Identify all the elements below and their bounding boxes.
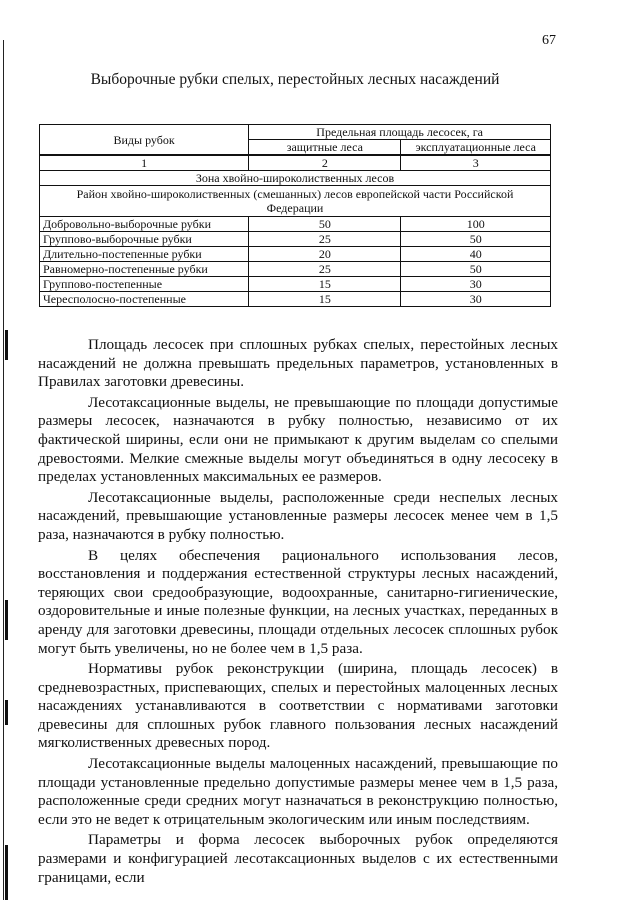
protective-area-value: 15: [249, 292, 401, 307]
column-number: 2: [249, 155, 401, 171]
table-row: [40, 247, 551, 262]
column-number: 3: [401, 155, 551, 171]
protective-area-value: 25: [249, 262, 401, 277]
protective-area-value: 15: [249, 277, 401, 292]
header-exploitation-forests: эксплуатационные леса: [401, 140, 551, 156]
paragraph: Площадь лесосек при сплошных рубках спелых, перестойных лесных насаждений не должна превышать предельных параметров, установленных в Правилах заготовки древесины.: [38, 336, 558, 391]
exploitation-area-value: 30: [401, 292, 551, 307]
zone-row: [40, 171, 551, 186]
protective-area-value: 50: [249, 217, 401, 232]
paragraph: Лесотаксационные выделы, расположенные среди неспелых лесных насаждений, превышающие установленные размеры лесосек менее чем в 1,5 раза, назначаются в рубку полностью.: [38, 488, 558, 543]
exploitation-area-value: 50: [401, 262, 551, 277]
table-row: [40, 277, 551, 292]
scan-edge-mark: [5, 600, 8, 640]
header-protective-forests: защитные леса: [249, 140, 401, 156]
header-felling-types: Виды рубок: [40, 125, 249, 156]
protective-area-value: 25: [249, 232, 401, 247]
exploitation-area-value: 50: [401, 232, 551, 247]
header-max-area: Предельная площадь лесосек, га: [249, 125, 551, 140]
zone-label: Зона хвойно-широколиственных лесов: [40, 171, 551, 186]
paragraph: Параметры и форма лесосек выборочных рубок определяются размерами и конфигурацией лесотаксационных выделов с их естественными границами, если: [38, 831, 558, 886]
felling-type-name: Чересполосно-постепенные: [40, 292, 249, 307]
paragraph: В целях обеспечения рационального использования лесов, восстановления и поддержания естественной структуры лесных насаждений, теряющих свои средообразующие, водоохранные, санитарно-гигиенические, оздоровительные и иные полезные функции, на лесных участках, переданных в аренду для заготовки древесины, площади отдельных лесосек сплошных рубок могут быть увеличены, но не более чем в 1,5 раза.: [38, 546, 558, 657]
table-row: [40, 292, 551, 307]
scan-edge-mark: [5, 700, 8, 725]
body-text: [38, 336, 558, 889]
page-title: Выборочные рубки спелых, перестойных лесных насаждений: [90, 71, 500, 88]
exploitation-area-value: 30: [401, 277, 551, 292]
felling-type-name: Равномерно-постепенные рубки: [40, 262, 249, 277]
table-row: [40, 232, 551, 247]
felling-type-name: Группово-выборочные рубки: [40, 232, 249, 247]
scan-edge-line: [3, 40, 4, 900]
exploitation-area-value: 100: [401, 217, 551, 232]
region-label: Район хвойно-широколиственных (смешанных) лесов европейской части Российской Федерации: [40, 186, 551, 217]
scan-edge-mark: [5, 845, 8, 900]
table-row: [40, 262, 551, 277]
felling-type-name: Добровольно-выборочные рубки: [40, 217, 249, 232]
table-row: [40, 217, 551, 232]
paragraph: Нормативы рубок реконструкции (ширина, площадь лесосек) в средневозрастных, приспевающих, спелых и перестойных малоценных лесных насаждениях устанавливаются в соответствии с нормативами заготовки древесины для сплошных рубок главного пользования лесных насаждений мягколиственных древесных пород.: [38, 660, 558, 752]
exploitation-area-value: 40: [401, 247, 551, 262]
table-number-row: [40, 155, 551, 171]
scan-edge-mark: [5, 330, 8, 360]
region-row: [40, 186, 551, 217]
page-number: 67: [542, 33, 556, 48]
paragraph: Лесотаксационные выделы малоценных насаждений, превышающие по площади установленные предельно допустимые размеры менее чем в 1,5 раза, расположенные среди средних могут назначаться в реконструкцию полностью, если это не ведет к отрицательным экологическим или иным последствиям.: [38, 755, 558, 828]
felling-type-name: Длительно-постепенные рубки: [40, 247, 249, 262]
paragraph: Лесотаксационные выделы, не превышающие по площади допустимые размеры лесосек, назначаются в рубку полностью, независимо от их фактической ширины, если они не примыкают к другим выделам со спелыми древостоями. Мелкие смежные выделы могут объединяться в одну лесосеку в пределах установленных максимальных ее размеров.: [38, 393, 558, 486]
table-header-row: [40, 125, 551, 140]
felling-area-table: [39, 124, 551, 307]
column-number: 1: [40, 155, 249, 171]
felling-type-name: Группово-постепенные: [40, 277, 249, 292]
protective-area-value: 20: [249, 247, 401, 262]
